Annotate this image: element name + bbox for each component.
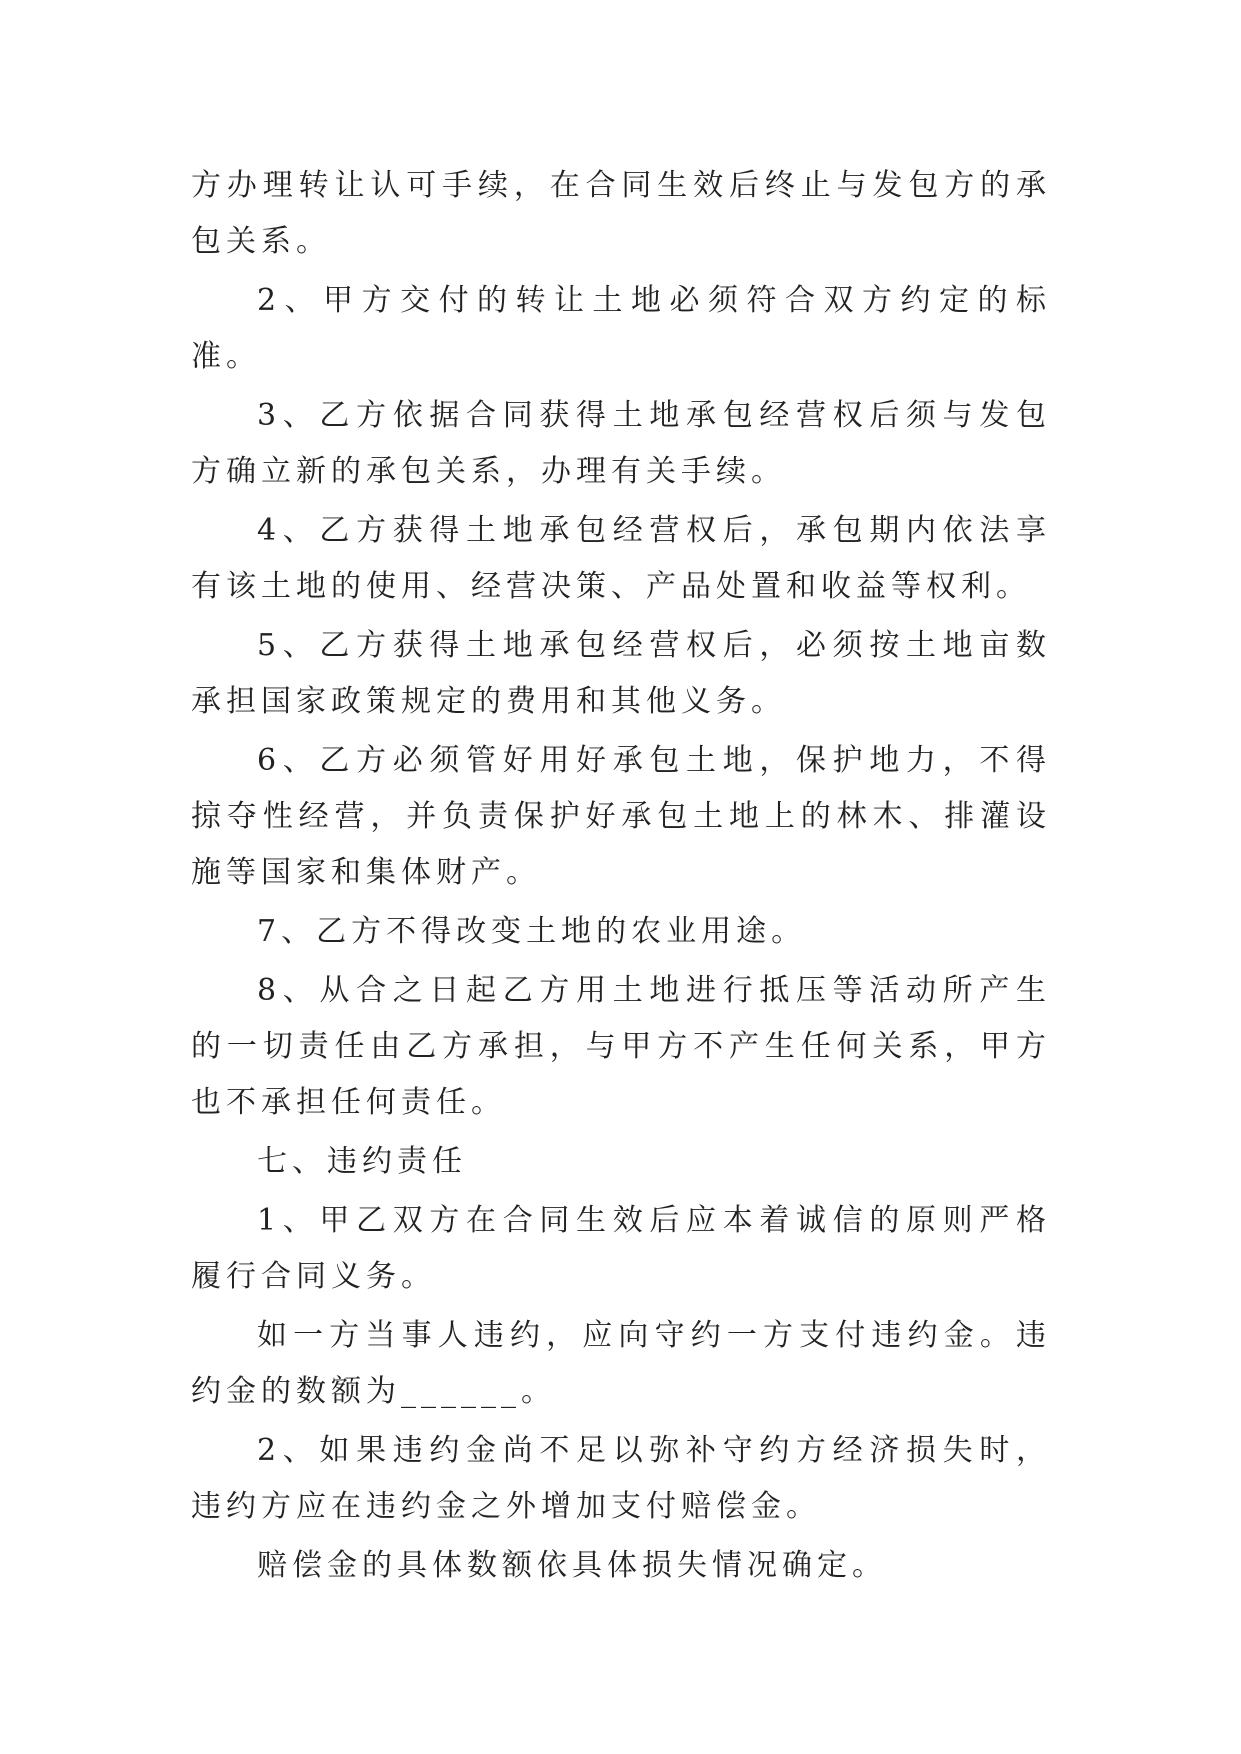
paragraph-clause-7-agricultural-use: 7、乙方不得改变土地的农业用途。 bbox=[257, 914, 807, 949]
paragraph-transfer-procedure: 方办理转让认可手续，在合同生效后终止与发包方的承包关系。 bbox=[191, 168, 1051, 259]
document-body bbox=[191, 158, 1051, 1597]
paragraph-clause-8-liability: 8、从合之日起乙方用土地进行抵压等活动所产生的一切责任由乙方承担，与甲方不产生任何关系，甲方也不承担任何责任。 bbox=[191, 973, 1051, 1120]
paragraph-clause-4-rights: 4、乙方获得土地承包经营权后，承包期内依法享有该土地的使用、经营决策、产品处置和收益等权利。 bbox=[191, 513, 1051, 604]
paragraph-compensation-amount: 赔偿金的具体数额依具体损失情况确定。 bbox=[257, 1548, 887, 1583]
paragraph-breach-penalty-amount: 如一方当事人违约，应向守约一方支付违约金。违约金的数额为______。 bbox=[191, 1318, 1051, 1409]
paragraph-breach-1-good-faith: 1、甲乙双方在合同生效后应本着诚信的原则严格履行合同义务。 bbox=[191, 1203, 1051, 1294]
paragraph-clause-6-land-protection: 6、乙方必须管好用好承包土地，保护地力，不得掠夺性经营，并负责保护好承包土地上的林木、排灌设施等国家和集体财产。 bbox=[191, 743, 1051, 890]
paragraph-breach-2-compensation: 2、如果违约金尚不足以弥补守约方经济损失时，违约方应在违约金之外增加支付赔偿金。 bbox=[191, 1433, 1051, 1524]
paragraph-clause-2-land-standard: 2、甲方交付的转让土地必须符合双方约定的标准。 bbox=[191, 283, 1051, 374]
paragraph-clause-5-obligations: 5、乙方获得土地承包经营权后，必须按土地亩数承担国家政策规定的费用和其他义务。 bbox=[191, 628, 1051, 719]
paragraph-clause-3-new-contract: 3、乙方依据合同获得土地承包经营权后须与发包方确立新的承包关系，办理有关手续。 bbox=[191, 398, 1051, 489]
section-heading-breach-liability: 七、违约责任 bbox=[257, 1144, 467, 1179]
